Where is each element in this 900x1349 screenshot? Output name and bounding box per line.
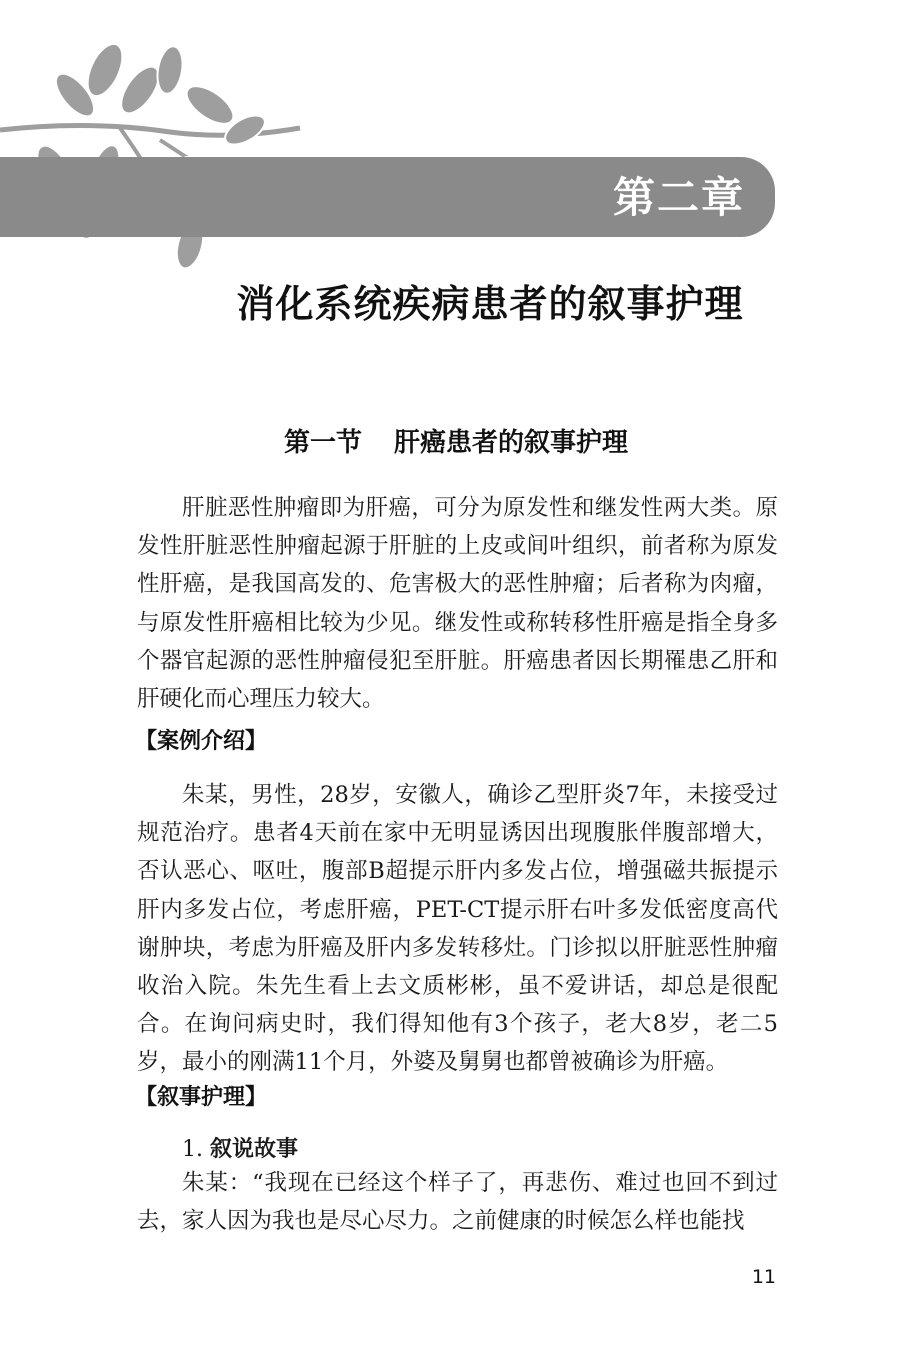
page-number: 11	[751, 1266, 776, 1288]
chapter-title: 消化系统疾病患者的叙事护理	[236, 282, 744, 326]
case-heading: 【案例介绍】	[135, 729, 268, 754]
subsection-number: 1.	[182, 1137, 203, 1162]
narrative-heading: 【叙事护理】	[135, 1085, 268, 1110]
section-number: 第一节	[283, 428, 362, 458]
case-paragraph: 朱某，男性，28岁，安徽人，确诊乙型肝炎7年，未接受过规范治疗。患者4天前在家中无明显诱因出现腹胀伴腹部增大，否认恶心、呕吐，腹部B超提示肝内多发占位，增强磁共振提示肝内多发占位，考虑肝癌，PET-CT提示肝右叶多发低密度高代谢肿块，考虑为肝癌及肝内多发转移灶。门诊拟以肝脏恶性肿瘤收治入院。朱先生看上去文质彬彬，虽不爱讲话，却总是很配合。在询问病史时，我们得知他有3个孩子，老大8岁，老二5岁，最小的刚满11个月，外婆及舅舅也都曾被确诊为肝癌。	[137, 782, 778, 1076]
chapter-label: 第二章	[612, 173, 745, 222]
subsection-heading	[182, 1134, 298, 1166]
section-title	[0, 425, 900, 461]
intro-paragraph: 肝脏恶性肿瘤即为肝癌，可分为原发性和继发性两大类。原发性肝脏恶性肿瘤起源于肝脏的上皮或间叶组织，前者称为原发性肝癌，是我国高发的、危害极大的恶性肿瘤；后者称为肉瘤，与原发性肝癌相比较为少见。继发性或称转移性肝癌是指全身多个器官起源的恶性肿瘤侵犯至肝脏。肝癌患者因长期罹患乙肝和肝硬化而心理压力较大。	[137, 495, 778, 713]
story-paragraph: 朱某：“我现在已经这个样子了，再悲伤、难过也回不到过去，家人因为我也是尽心尽力。之前健康的时候怎么样也能找	[137, 1170, 778, 1235]
subsection-title: 叙说故事	[210, 1137, 299, 1162]
section-title-text: 肝癌患者的叙事护理	[394, 428, 629, 458]
